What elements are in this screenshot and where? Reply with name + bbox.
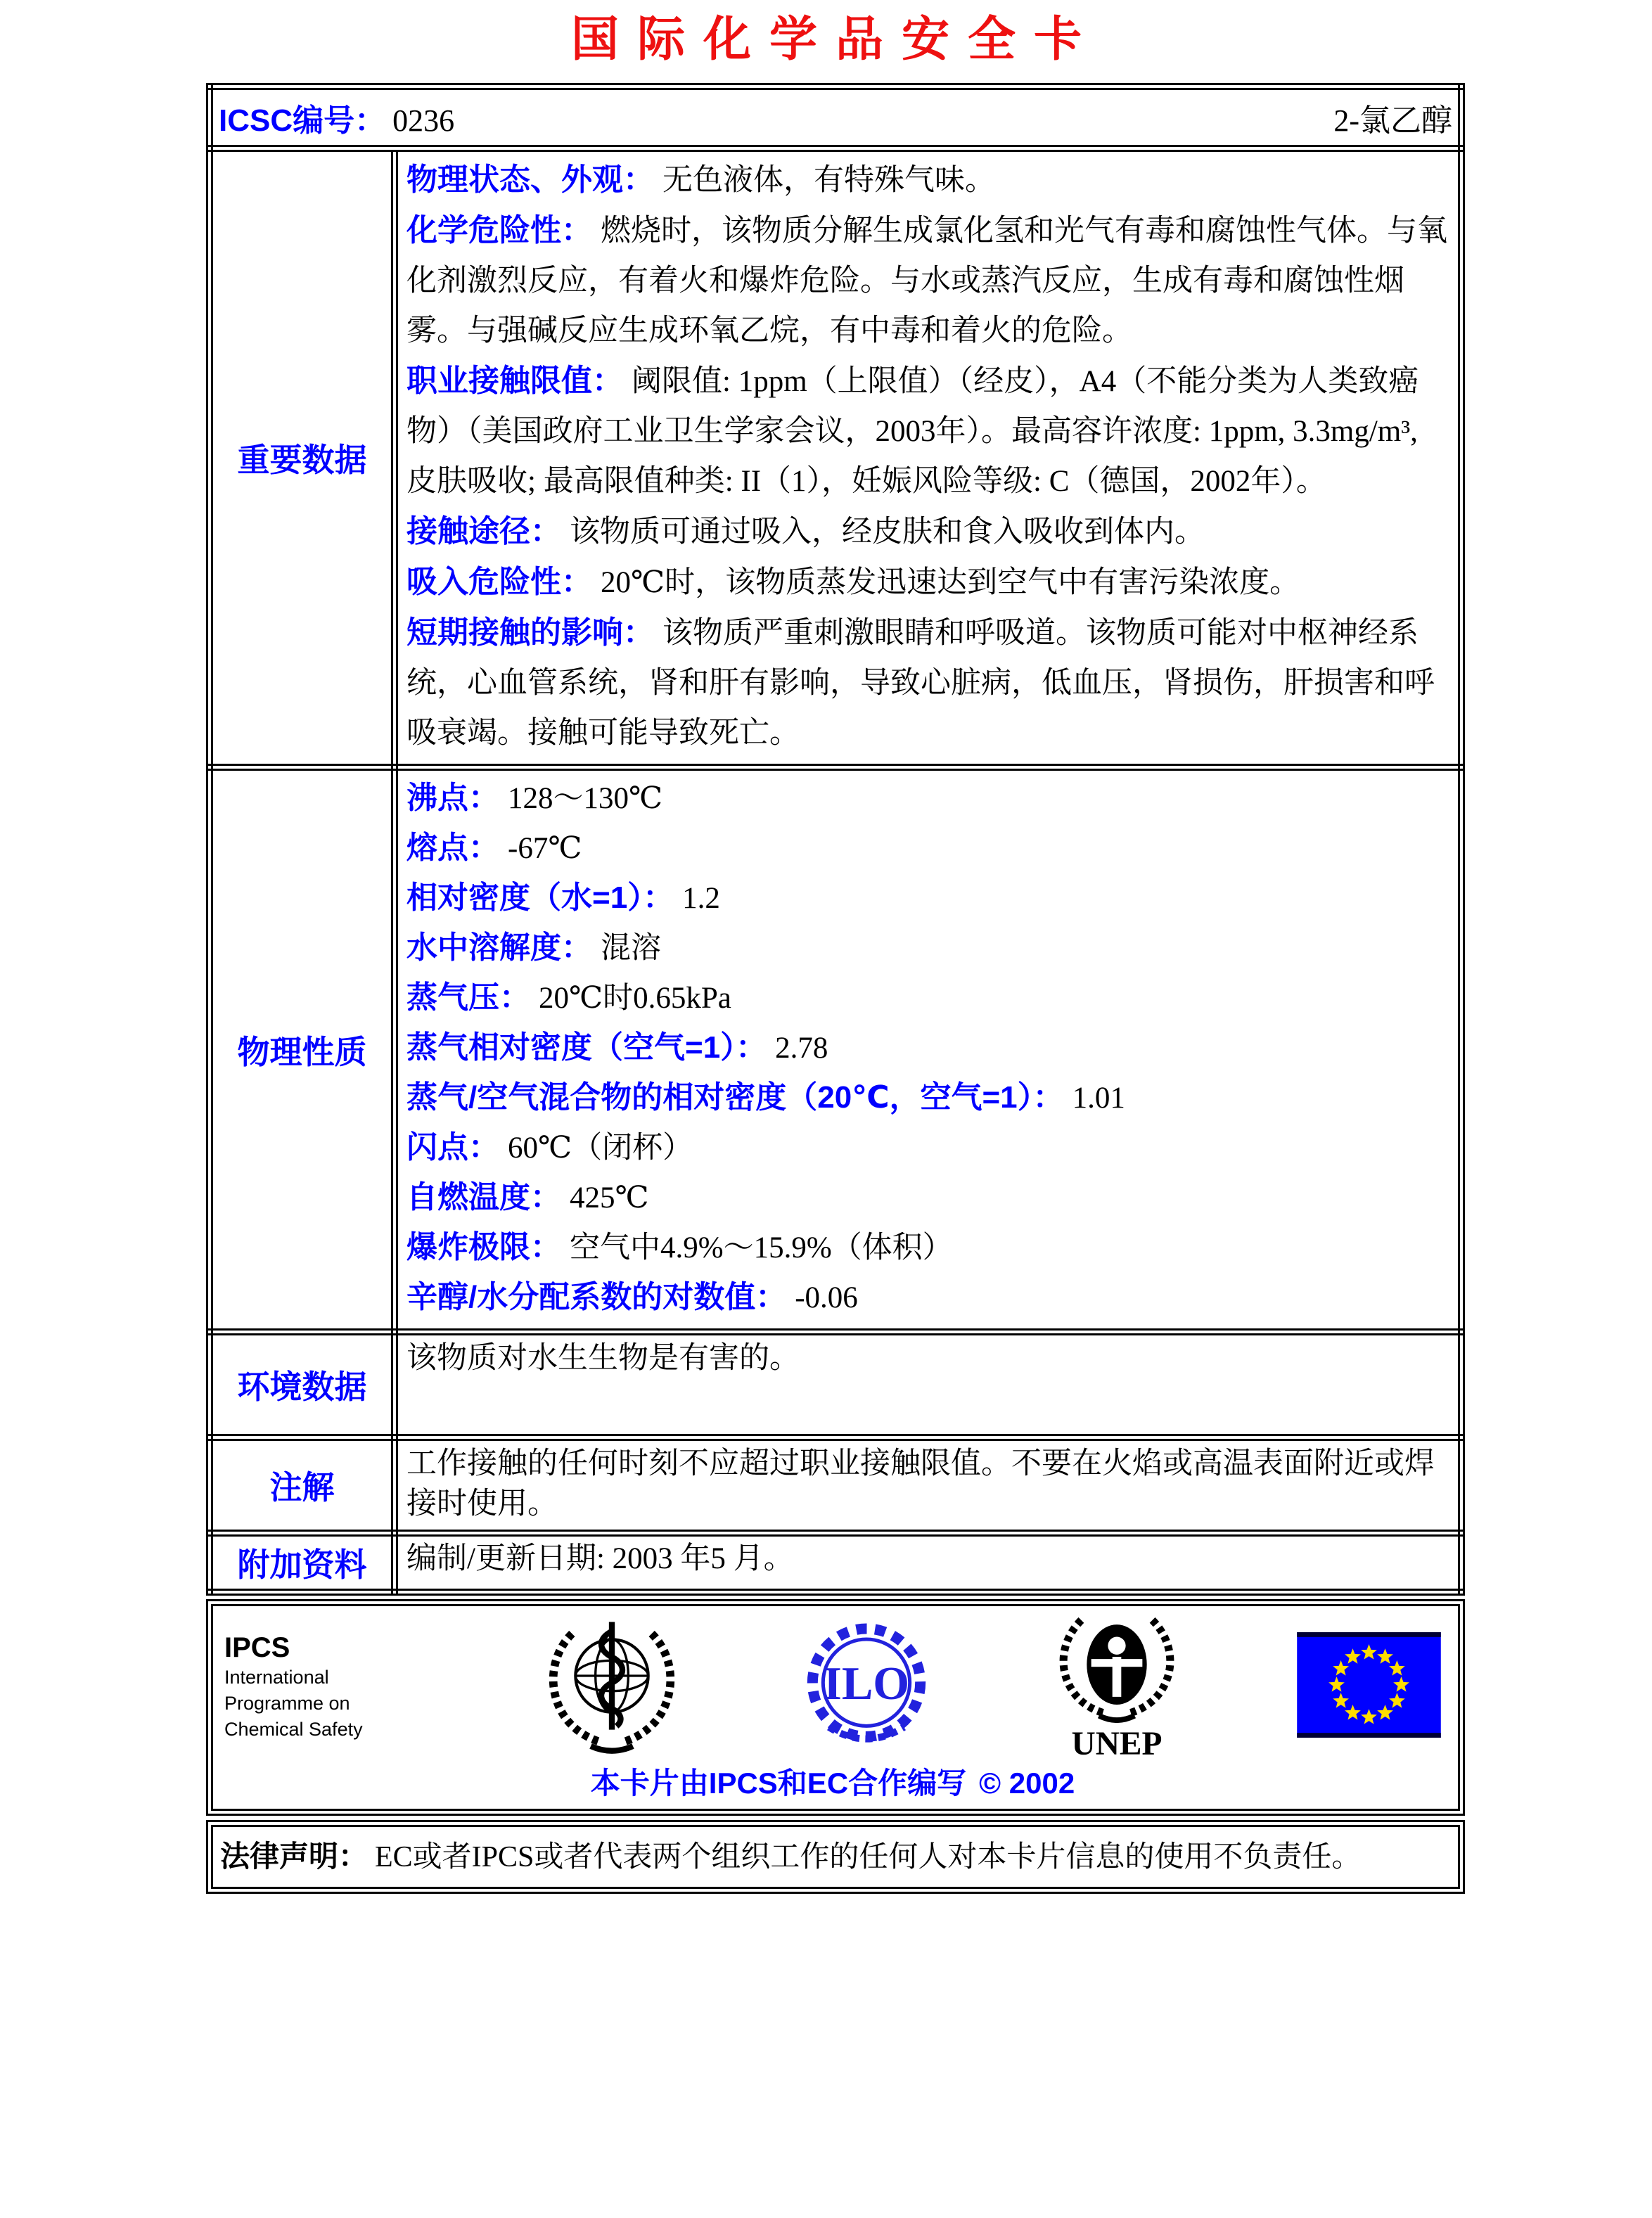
field-value: 燃烧时，该物质分解生成氯化氢和光气有毒和腐蚀性气体。与氧化剂激烈反应，有着火和爆炸危险。与水或蒸汽反应，生成有毒和腐蚀性烟雾。与强碱反应生成环氧乙烷，有中毒和着火的危险。 [406,214,1447,347]
field-label: 闪点： [406,1130,499,1165]
section-row-environmental-data [210,1332,1461,1437]
field-physical-state [406,155,1451,205]
field-flash-point [406,1123,1451,1173]
field-value: 20℃时，该物质蒸发迅速达到空气中有害污染浓度。 [601,566,1300,599]
field-vapor-relative-density [406,1023,1451,1073]
field-value: 20℃时0.65kPa [539,982,731,1015]
field-label: 自燃温度： [406,1180,561,1214]
legal-disclaimer [206,1820,1465,1894]
field-value: 编制/更新日期: 2003 年5 月。 [406,1542,794,1575]
ilo-logo-icon [796,1615,937,1759]
field-label: 蒸气压： [406,980,530,1015]
icsc-number-group [219,95,454,140]
field-vapor-pressure [406,973,1451,1023]
section-label-important-data: 重要数据 [210,148,395,767]
field-value: 2.78 [775,1032,828,1065]
field-label: 短期接触的影响： [406,615,654,650]
caption-text: 本卡片由IPCS和EC合作编写 [590,1767,967,1800]
field-value: 该物质严重刺激眼睛和呼吸道。该物质可能对中枢神经系统，心血管系统，肾和肝有影响，导致心脏病，低血压，肾损伤，肝损害和呼吸衰竭。接触可能导致死亡。 [406,617,1435,750]
section-label-notes: 注解 [210,1437,395,1533]
page-title: 国际化学品安全卡 [570,13,1100,66]
ipcs-text-block [224,1631,428,1743]
field-value: 无色液体，有特殊气味。 [662,164,995,197]
field-boiling-point [406,774,1451,823]
field-label: 蒸气/空气混合物的相对密度（20℃，空气=1）： [406,1080,1064,1115]
field-autoignition-temperature [406,1173,1451,1223]
organizations-footer [206,1599,1465,1816]
section-row-additional-information [210,1533,1461,1592]
field-label: 相对密度（水=1）： [406,880,674,915]
field-label: 接触途径： [406,514,561,549]
field-inhalation-risk [406,557,1451,608]
field-value: 阈限值: 1ppm（上限值）（经皮），A4（不能分类为人类致癌物）（美国政府工业卫生学家会议，2003年）。最高容许浓度: 1ppm, 3.3mg/m³, 皮肤吸收; 最高限值种类: II（1），妊娠风险等级: C（德国，2002年）。 [406,365,1419,498]
field-explosive-limits [406,1223,1451,1273]
ipcs-title: IPCS [224,1632,290,1663]
unep-logo-icon [1050,1609,1184,1764]
field-notes-text [406,1444,1451,1524]
icsc-number-value: 0236 [392,103,455,138]
field-value: 1.01 [1072,1082,1125,1115]
copyright-text: © 2002 [979,1767,1075,1800]
field-value: 128～130℃ [508,782,663,815]
field-value: 1.2 [682,882,720,915]
section-content-additional-information [395,1533,1461,1592]
field-value: -67℃ [508,832,582,865]
ipcs-subtitle-line: International [224,1666,329,1688]
field-label: 熔点： [406,831,499,865]
field-label: 化学危险性： [406,213,592,248]
field-label: 职业接触限值： [406,364,623,398]
field-label: 蒸气相对密度（空气=1）： [406,1030,767,1065]
header-row [210,86,1461,148]
section-content-important-data [395,148,1461,767]
icsc-card [206,7,1465,1894]
cooperation-caption [224,1765,1441,1802]
field-water-solubility [406,923,1451,973]
unep-logo-letters: UNEP [1071,1726,1163,1760]
field-label: 水中溶解度： [406,930,592,965]
section-row-important-data [210,148,1461,767]
ipcs-subtitle-line: Programme on [224,1692,350,1714]
who-logo-icon [542,1613,682,1760]
section-row-physical-properties [210,767,1461,1332]
field-update-date [406,1539,1451,1579]
ilo-logo-letters: ILO [823,1658,909,1710]
field-relative-density [406,873,1451,923]
field-short-term-effects [406,608,1451,758]
field-value: 工作接触的任何时刻不应超过职业接触限值。不要在火焰或高温表面附近或焊接时使用。 [406,1447,1435,1520]
field-value: 60℃（闭杯） [508,1132,693,1165]
field-label: 辛醇/水分配系数的对数值： [406,1280,787,1314]
field-label: 沸点： [406,781,499,815]
field-value: 该物质可通过吸入，经皮肤和食入吸收到体内。 [570,515,1205,549]
section-label-additional-information: 附加资料 [210,1533,395,1592]
field-label: 吸入危险性： [406,565,592,599]
field-chemical-hazards [406,205,1451,356]
field-occupational-exposure-limits [406,356,1451,506]
field-value: 空气中4.9%～15.9%（体积） [570,1231,953,1264]
field-value: 混溶 [601,932,661,965]
field-octanol-water-partition [406,1273,1451,1323]
legal-label: 法律声明： [220,1840,369,1873]
section-label-environmental-data: 环境数据 [210,1332,395,1437]
field-environmental-text [406,1338,1451,1378]
section-content-environmental-data [395,1332,1461,1437]
ipcs-subtitle-line: Chemical Safety [224,1718,363,1740]
icsc-table [206,83,1465,1596]
field-melting-point [406,823,1451,873]
legal-text: EC或者IPCS或者代表两个组织工作的任何人对本卡片信息的使用不负责任。 [375,1841,1362,1873]
section-content-physical-properties [395,767,1461,1332]
section-row-notes [210,1437,1461,1533]
field-routes-of-exposure [406,506,1451,557]
field-vapor-air-mixture-density [406,1073,1451,1123]
field-label: 物理状态、外观： [406,162,654,197]
section-label-physical-properties: 物理性质 [210,767,395,1332]
field-value: -0.06 [795,1281,858,1314]
logo-row [224,1612,1441,1761]
eu-flag-icon [1297,1632,1441,1741]
field-label: 爆炸极限： [406,1230,561,1264]
field-value: 该物质对水生生物是有害的。 [406,1342,800,1375]
chemical-name: 2-氯乙醇 [1333,103,1452,138]
field-value: 425℃ [570,1181,649,1214]
section-content-notes [395,1437,1461,1533]
icsc-number-label: ICSC编号： [219,103,386,138]
